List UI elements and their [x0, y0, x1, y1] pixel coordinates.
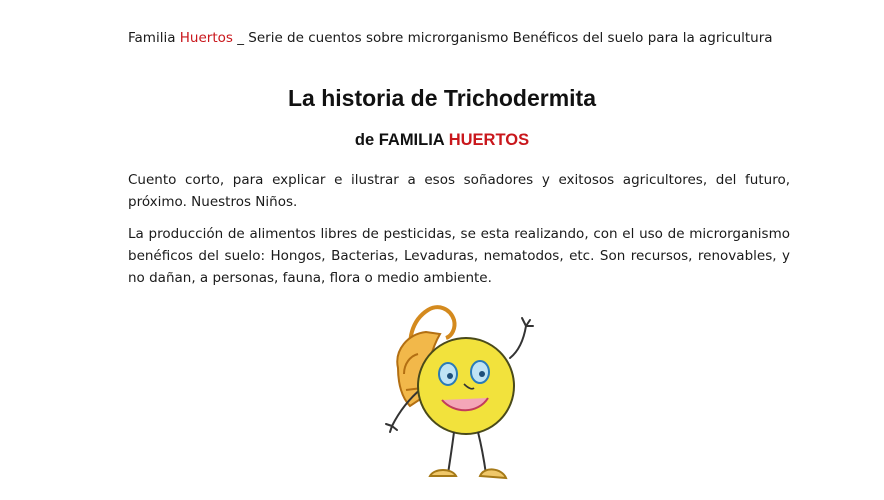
header-brand: Huertos [179, 30, 233, 46]
header-separator: _ [237, 30, 244, 46]
trichodermita-character-icon [370, 298, 550, 500]
header-description: Serie de cuentos sobre microrganismo Benéficos del suelo para la agricultura [248, 30, 773, 46]
story-subtitle [0, 131, 884, 150]
story-title: La historia de Trichodermita [287, 85, 597, 111]
header-prefix: Familia [128, 30, 176, 46]
subtitle-brand: HUERTOS [448, 131, 530, 149]
production-paragraph: La producción de alimentos libres de pesticidas, se esta realizando, con el uso de microrganismo benéficos del suelo: Hongos, Bacterias, Levaduras, nematodos, etc. Son recursos, renovables, y no dañan, a personas, fauna, flora o medio ambiente. [128, 226, 790, 286]
subtitle-prefix: de FAMILIA [354, 131, 445, 149]
intro-paragraph: Cuento corto, para explicar e ilustrar a esos soñadores y exitosos agricultores, del futuro, próximo. Nuestros Niños. [128, 172, 790, 210]
series-header [128, 30, 773, 46]
